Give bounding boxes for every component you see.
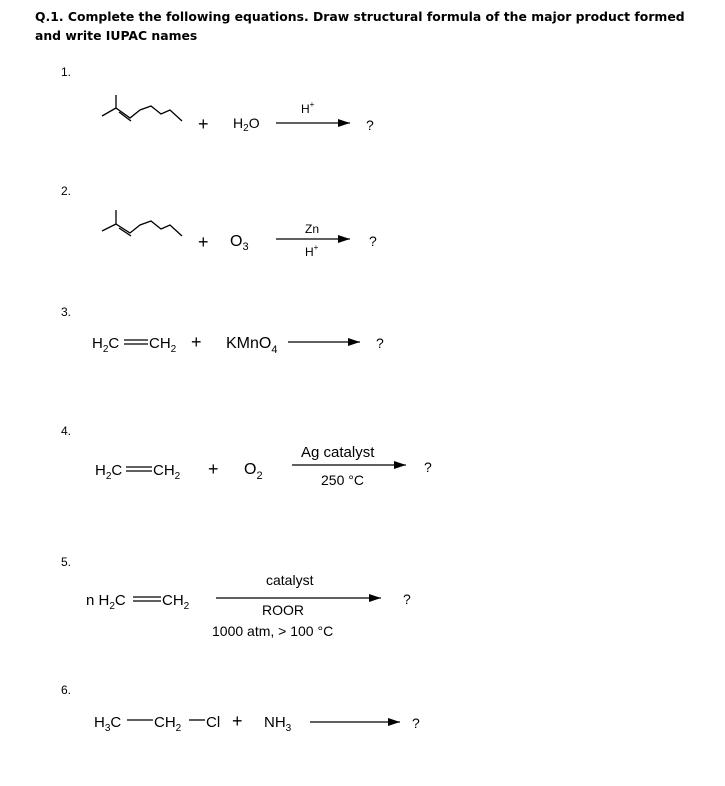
reaction-2 [102, 210, 377, 259]
reaction-4-plus: + [208, 459, 219, 479]
reaction-2-condition-above: Zn [305, 222, 320, 236]
reaction-6-plus: + [232, 711, 243, 731]
reaction-2-branch-left [102, 224, 116, 231]
reaction-1 [102, 95, 374, 134]
reaction-5-condition-below-2: 1000 atm, > 100 °C [212, 623, 334, 639]
reaction-1-reagent: $H_2O$ [233, 115, 260, 134]
reaction-6-chlorine: Cl [206, 714, 221, 731]
reaction-2-condition-below: H+ [305, 243, 319, 259]
reaction-4 [95, 444, 432, 488]
reaction-1-product: ? [366, 117, 374, 133]
reaction-3-reagent: KMnO$_4$ [226, 335, 278, 356]
reaction-3-ethene-left: $H_2C$ [92, 335, 120, 355]
reaction-4-ethene-left: $H_2C$ [95, 462, 123, 482]
reaction-3-ethene-right: $CH_2$ [149, 335, 177, 355]
reaction-4-condition-below: 250 °C [321, 472, 364, 488]
reaction-1-double-bond [119, 112, 131, 121]
reaction-5-ethene-left: n $H_2C$ [86, 592, 126, 612]
reaction-5-condition-below: ROOR [262, 602, 304, 618]
reaction-6-methylene-group: $CH_2$ [154, 714, 182, 734]
reaction-2-number: 2. [61, 184, 72, 198]
reaction-2-plus: + [198, 232, 209, 252]
question-title-line-2: and write IUPAC names [35, 28, 198, 43]
reaction-6-number: 6. [61, 683, 72, 697]
reaction-1-plus: + [198, 114, 209, 134]
reaction-5-ethene-right: $CH_2$ [162, 592, 190, 612]
reaction-4-condition-above: Ag catalyst [301, 444, 375, 461]
reaction-4-ethene-right: $CH_2$ [153, 462, 181, 482]
reaction-2-reagent: $O_3$ [230, 233, 249, 253]
reaction-2-product: ? [369, 233, 377, 249]
reaction-5-number: 5. [61, 555, 72, 569]
reaction-6 [94, 711, 420, 734]
reaction-4-product: ? [424, 459, 432, 475]
reaction-5-condition-above: catalyst [266, 572, 314, 588]
reaction-4-reagent: $O_2$ [244, 461, 263, 482]
reaction-3-number: 3. [61, 305, 72, 319]
reaction-3-plus: + [191, 332, 202, 352]
question-title-line-1: Q.1. Complete the following equations. Draw structural formula of the major product formed [35, 9, 685, 24]
reaction-3 [92, 332, 384, 356]
reaction-1-number: 1. [61, 65, 72, 79]
reaction-5-product: ? [403, 591, 411, 607]
reaction-4-number: 4. [61, 424, 72, 438]
reaction-6-methyl-group: $H_3C$ [94, 714, 122, 734]
reaction-5 [86, 572, 411, 639]
reaction-3-product: ? [376, 335, 384, 351]
reaction-6-reagent: $NH_3$ [264, 714, 292, 734]
reaction-1-condition-above: H+ [301, 100, 315, 116]
reaction-1-branch-left [102, 108, 116, 116]
reaction-6-product: ? [412, 715, 420, 731]
